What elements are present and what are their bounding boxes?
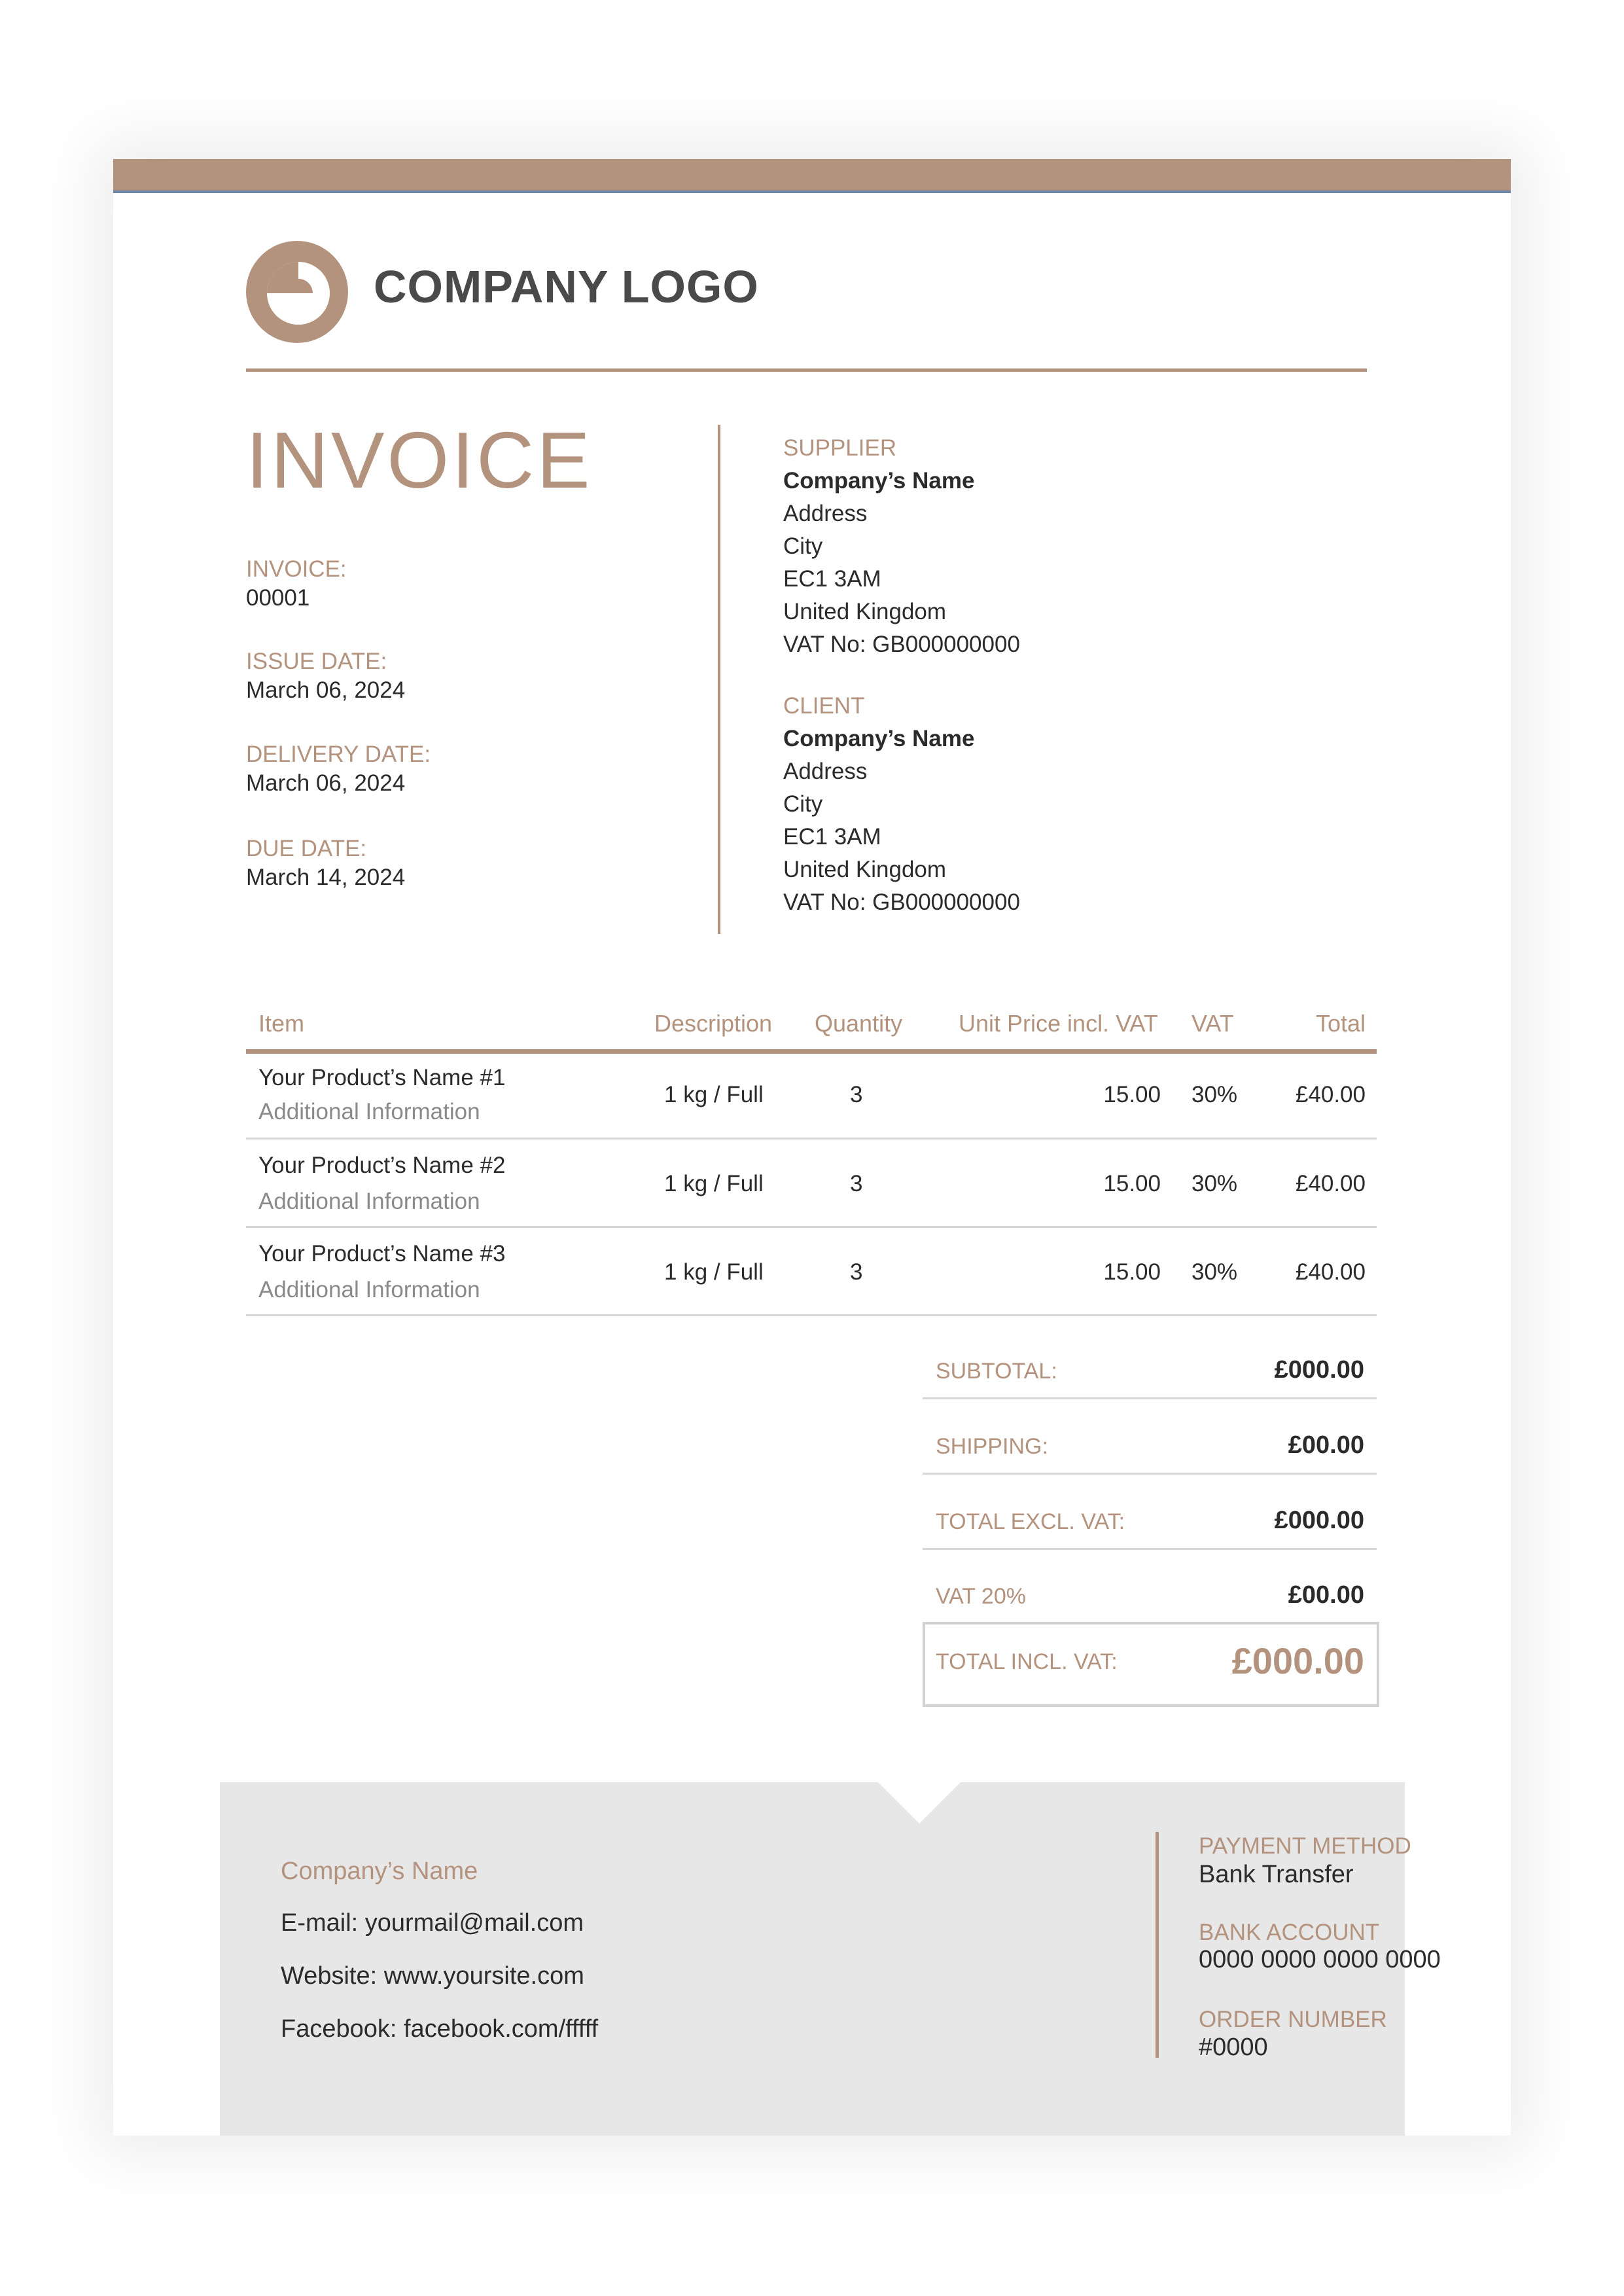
bank-account-label: BANK ACCOUNT — [1199, 1920, 1380, 1945]
delivery-date-block — [246, 742, 431, 797]
invoice-number: 00001 — [246, 585, 310, 611]
row-1-info: Additional Information — [258, 1099, 480, 1124]
table-header-rule — [246, 1049, 1377, 1054]
client-address: Address — [783, 759, 868, 784]
footer-panel — [220, 1782, 1441, 2136]
issue-date-block — [246, 649, 405, 704]
supplier-name: Company’s Name — [783, 468, 975, 493]
order-number-value: #0000 — [1199, 2034, 1268, 2061]
supplier-city: City — [783, 533, 823, 559]
row-2-unit-price: 15.00 — [1103, 1171, 1161, 1196]
row-2-vat: 30% — [1192, 1171, 1238, 1196]
client-postcode: EC1 3AM — [783, 824, 881, 850]
row-1-total: £40.00 — [1295, 1082, 1366, 1107]
company-logo-icon — [246, 241, 348, 343]
footer-website[interactable]: Website: www.yoursite.com — [281, 1962, 584, 1990]
client-name: Company’s Name — [783, 726, 975, 751]
col-header-total: Total — [1315, 1010, 1366, 1037]
client-country: United Kingdom — [783, 857, 947, 882]
issue-date-label: ISSUE DATE: — [246, 649, 387, 674]
row-3-quantity: 3 — [850, 1259, 863, 1285]
footer-email[interactable]: E-mail: yourmail@mail.com — [281, 1909, 584, 1937]
row-3-unit-price: 15.00 — [1103, 1259, 1161, 1285]
payment-method-label: PAYMENT METHOD — [1199, 1833, 1411, 1859]
header-divider — [246, 368, 1367, 372]
row-1-vat: 30% — [1192, 1082, 1238, 1107]
row-3-vat: 30% — [1192, 1259, 1238, 1285]
row-2-name: Your Product’s Name #2 — [258, 1153, 506, 1178]
total-excl-vat-label: TOTAL EXCL. VAT: — [936, 1509, 1125, 1534]
row-divider — [246, 1138, 1377, 1139]
invoice-sheet — [113, 159, 1511, 2136]
row-2-description: 1 kg / Full — [664, 1171, 764, 1196]
due-date-block — [246, 836, 405, 891]
delivery-date: March 06, 2024 — [246, 770, 406, 796]
due-date-label: DUE DATE: — [246, 836, 367, 861]
supplier-label: SUPPLIER — [783, 435, 897, 461]
supplier-address: Address — [783, 501, 868, 526]
supplier-country: United Kingdom — [783, 599, 947, 624]
client-label: CLIENT — [783, 693, 865, 719]
vat-value: £00.00 — [1288, 1581, 1364, 1609]
row-divider — [246, 1226, 1377, 1228]
total-excl-vat-value: £000.00 — [1274, 1507, 1364, 1534]
col-header-description: Description — [654, 1010, 773, 1037]
col-header-unit-price: Unit Price incl. VAT — [959, 1010, 1158, 1037]
footer-company-name: Company’s Name — [281, 1857, 478, 1885]
row-1-quantity: 3 — [850, 1082, 863, 1107]
company-logo-text: COMPANY LOGO — [374, 261, 759, 312]
order-number-label: ORDER NUMBER — [1199, 2007, 1387, 2032]
payment-method-value: Bank Transfer — [1199, 1861, 1354, 1888]
shipping-label: SHIPPING: — [936, 1434, 1048, 1459]
footer-divider — [1156, 1832, 1159, 2058]
invoice-number-label: INVOICE: — [246, 556, 347, 582]
table-bottom-rule — [246, 1314, 1377, 1316]
row-2-total: £40.00 — [1295, 1171, 1366, 1196]
supplier-postcode: EC1 3AM — [783, 566, 881, 592]
issue-date: March 06, 2024 — [246, 677, 406, 703]
vat-label: VAT 20% — [936, 1584, 1026, 1609]
footer-notch — [875, 1780, 963, 1823]
invoice-number-block — [246, 556, 347, 611]
row-1-description: 1 kg / Full — [664, 1082, 764, 1107]
totals-divider — [923, 1473, 1377, 1475]
bank-account-value: 0000 0000 0000 0000 — [1199, 1946, 1441, 1973]
invoice-title: INVOICE — [246, 416, 593, 505]
totals-divider — [923, 1397, 1377, 1399]
col-header-vat: VAT — [1192, 1010, 1234, 1037]
top-color-bar — [113, 159, 1511, 193]
row-1-unit-price: 15.00 — [1103, 1082, 1161, 1107]
footer-facebook[interactable]: Facebook: facebook.com/fffff — [281, 2015, 599, 2043]
delivery-date-label: DELIVERY DATE: — [246, 742, 431, 767]
col-header-item: Item — [258, 1010, 305, 1037]
row-3-description: 1 kg / Full — [664, 1259, 764, 1285]
meta-divider — [718, 425, 720, 934]
row-3-name: Your Product’s Name #3 — [258, 1241, 506, 1266]
totals-divider — [923, 1548, 1377, 1550]
supplier-vat: VAT No: GB000000000 — [783, 632, 1020, 657]
row-3-total: £40.00 — [1295, 1259, 1366, 1285]
subtotal-value: £000.00 — [1274, 1356, 1364, 1384]
row-2-quantity: 3 — [850, 1171, 863, 1196]
row-2-info: Additional Information — [258, 1189, 480, 1214]
shipping-value: £00.00 — [1288, 1431, 1364, 1459]
client-vat: VAT No: GB000000000 — [783, 889, 1020, 915]
total-incl-vat-label: TOTAL INCL. VAT: — [936, 1649, 1118, 1674]
col-header-quantity: Quantity — [815, 1010, 903, 1037]
due-date: March 14, 2024 — [246, 865, 406, 890]
row-1-name: Your Product’s Name #1 — [258, 1065, 506, 1090]
subtotal-label: SUBTOTAL: — [936, 1359, 1057, 1384]
client-city: City — [783, 791, 823, 817]
total-incl-vat-value: £000.00 — [1231, 1640, 1364, 1681]
supplier-block — [783, 432, 1020, 661]
client-block — [783, 690, 1020, 919]
row-3-info: Additional Information — [258, 1277, 480, 1302]
